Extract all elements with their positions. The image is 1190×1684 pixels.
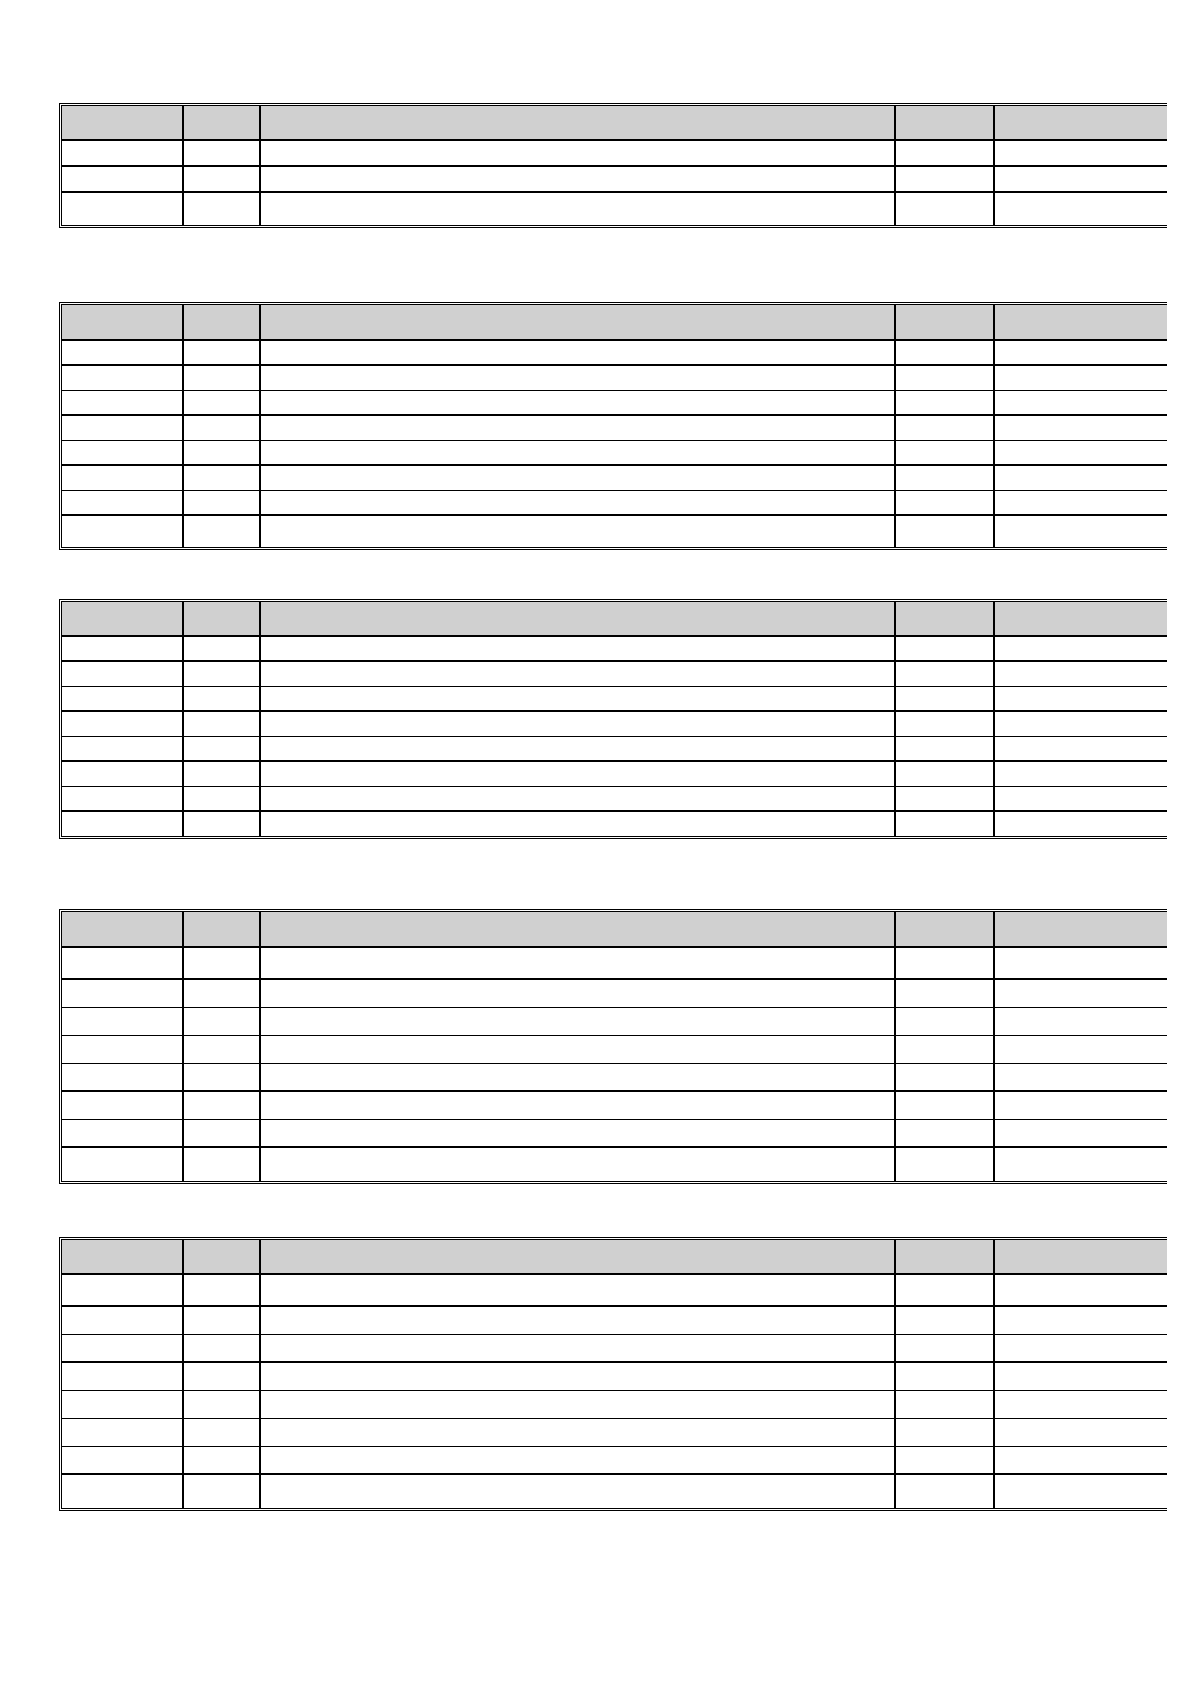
table-cell — [62, 661, 183, 686]
table-cell — [994, 140, 1167, 166]
table-cell — [62, 465, 183, 490]
table-cell — [260, 1418, 895, 1446]
table-cell — [183, 415, 260, 440]
table-row — [62, 761, 1167, 786]
table-cell — [994, 340, 1167, 365]
table-cell — [62, 1091, 183, 1119]
table-cell — [895, 1063, 994, 1091]
table-cell — [183, 947, 260, 979]
header-row — [62, 106, 1167, 140]
table-cell — [62, 1446, 183, 1474]
table-cell — [260, 947, 895, 979]
table-row — [62, 415, 1167, 440]
table-cell — [895, 661, 994, 686]
table-row — [62, 465, 1167, 490]
table-cell — [62, 1035, 183, 1063]
table-row — [62, 365, 1167, 390]
table-cell — [183, 515, 260, 547]
table-cell — [183, 1035, 260, 1063]
table-5 — [59, 1237, 1167, 1511]
table-cell — [62, 166, 183, 192]
table-cell — [62, 140, 183, 166]
header-cell — [994, 305, 1167, 340]
table-cell — [895, 736, 994, 761]
table-cell — [994, 415, 1167, 440]
table-2 — [59, 302, 1167, 550]
table-cell — [183, 1147, 260, 1181]
table-cell — [183, 686, 260, 711]
table-row — [62, 1446, 1167, 1474]
table-cell — [260, 736, 895, 761]
table-cell — [183, 192, 260, 225]
table-cell — [260, 1362, 895, 1390]
table-cell — [260, 192, 895, 225]
table-cell — [62, 1274, 183, 1306]
table-cell — [62, 340, 183, 365]
table-cell — [62, 1119, 183, 1147]
table-cell — [895, 1474, 994, 1508]
table-row — [62, 1334, 1167, 1362]
table-cell — [62, 515, 183, 547]
table-cell — [62, 1334, 183, 1362]
table-cell — [994, 711, 1167, 736]
table-cell — [62, 490, 183, 515]
table-cell — [62, 365, 183, 390]
table-cell — [260, 686, 895, 711]
table-cell — [183, 440, 260, 465]
table-cell — [260, 661, 895, 686]
table-cell — [994, 686, 1167, 711]
table-cell — [62, 811, 183, 836]
table-row — [62, 192, 1167, 225]
table-cell — [895, 1306, 994, 1334]
table-cell — [183, 1091, 260, 1119]
table-cell — [62, 1306, 183, 1334]
table-cell — [895, 1119, 994, 1147]
table-cell — [62, 1147, 183, 1181]
table-cell — [260, 1007, 895, 1035]
table-cell — [62, 761, 183, 786]
table-cell — [994, 1119, 1167, 1147]
header-cell — [895, 106, 994, 140]
table-cell — [183, 1007, 260, 1035]
table-cell — [994, 1418, 1167, 1446]
table-cell — [260, 811, 895, 836]
table-row — [62, 490, 1167, 515]
table-cell — [183, 1474, 260, 1508]
table-cell — [895, 1274, 994, 1306]
table-cell — [183, 1119, 260, 1147]
table-cell — [895, 711, 994, 736]
table-cell — [994, 1274, 1167, 1306]
table-row — [62, 166, 1167, 192]
table-cell — [260, 1119, 895, 1147]
header-cell — [994, 912, 1167, 947]
table-1 — [59, 103, 1167, 228]
table-cell — [895, 415, 994, 440]
table-row — [62, 340, 1167, 365]
table-cell — [994, 1007, 1167, 1035]
header-cell — [62, 912, 183, 947]
header-cell — [62, 1240, 183, 1274]
table-cell — [183, 1362, 260, 1390]
table-cell — [994, 1334, 1167, 1362]
table-row — [62, 947, 1167, 979]
table-cell — [260, 979, 895, 1007]
table-cell — [183, 365, 260, 390]
table-cell — [260, 166, 895, 192]
header-cell — [183, 305, 260, 340]
table-cell — [994, 947, 1167, 979]
table-cell — [260, 636, 895, 661]
table-row — [62, 390, 1167, 415]
table-cell — [62, 1418, 183, 1446]
table-cell — [994, 1035, 1167, 1063]
header-cell — [260, 912, 895, 947]
header-row — [62, 305, 1167, 340]
header-cell — [895, 305, 994, 340]
header-cell — [260, 602, 895, 636]
table-cell — [260, 1306, 895, 1334]
table-cell — [994, 761, 1167, 786]
table-cell — [183, 140, 260, 166]
header-row — [62, 912, 1167, 947]
table-cell — [62, 1390, 183, 1418]
table-cell — [183, 490, 260, 515]
table-cell — [183, 1274, 260, 1306]
table-cell — [183, 661, 260, 686]
table-row — [62, 1390, 1167, 1418]
table-3 — [59, 599, 1167, 839]
table-cell — [260, 465, 895, 490]
table-cell — [183, 786, 260, 811]
table-cell — [994, 1362, 1167, 1390]
table-cell — [260, 1035, 895, 1063]
table-row — [62, 1362, 1167, 1390]
table-row — [62, 515, 1167, 547]
table-cell — [895, 1418, 994, 1446]
header-row — [62, 602, 1167, 636]
table-cell — [895, 140, 994, 166]
table-cell — [62, 786, 183, 811]
table-cell — [895, 440, 994, 465]
table-cell — [994, 979, 1167, 1007]
table-cell — [895, 1334, 994, 1362]
header-cell — [260, 1240, 895, 1274]
table-cell — [260, 340, 895, 365]
header-cell — [183, 912, 260, 947]
table-cell — [62, 736, 183, 761]
table-cell — [260, 490, 895, 515]
header-cell — [895, 602, 994, 636]
table-cell — [895, 166, 994, 192]
table-cell — [895, 1446, 994, 1474]
table-cell — [62, 440, 183, 465]
table-cell — [994, 1390, 1167, 1418]
table-cell — [183, 340, 260, 365]
table-cell — [994, 192, 1167, 225]
table-row — [62, 1147, 1167, 1181]
table-cell — [994, 1147, 1167, 1181]
table-cell — [260, 1390, 895, 1418]
table-cell — [183, 711, 260, 736]
table-cell — [260, 1446, 895, 1474]
table-cell — [895, 365, 994, 390]
table-row — [62, 1418, 1167, 1446]
table-cell — [994, 1446, 1167, 1474]
table-cell — [62, 711, 183, 736]
table-cell — [183, 1418, 260, 1446]
table-cell — [260, 1147, 895, 1181]
table-cell — [895, 686, 994, 711]
table-cell — [260, 390, 895, 415]
table-cell — [183, 811, 260, 836]
header-cell — [260, 305, 895, 340]
table-cell — [895, 979, 994, 1007]
header-cell — [183, 106, 260, 140]
table-cell — [183, 736, 260, 761]
header-cell — [62, 305, 183, 340]
table-cell — [260, 786, 895, 811]
table-cell — [994, 811, 1167, 836]
table-cell — [895, 636, 994, 661]
table-cell — [260, 365, 895, 390]
header-cell — [994, 1240, 1167, 1274]
header-cell — [183, 602, 260, 636]
header-cell — [895, 912, 994, 947]
table-row — [62, 636, 1167, 661]
table-cell — [895, 515, 994, 547]
table-cell — [62, 1063, 183, 1091]
table-cell — [994, 1306, 1167, 1334]
table-cell — [260, 1474, 895, 1508]
table-cell — [260, 761, 895, 786]
table-cell — [895, 192, 994, 225]
table-cell — [62, 686, 183, 711]
table-row — [62, 661, 1167, 686]
table-cell — [994, 736, 1167, 761]
table-cell — [183, 1390, 260, 1418]
table-row — [62, 1306, 1167, 1334]
table-cell — [994, 515, 1167, 547]
table-cell — [183, 761, 260, 786]
table-cell — [183, 465, 260, 490]
table-row — [62, 440, 1167, 465]
table-row — [62, 1035, 1167, 1063]
table-cell — [62, 947, 183, 979]
header-cell — [62, 602, 183, 636]
table-4 — [59, 909, 1167, 1184]
table-cell — [183, 979, 260, 1007]
table-cell — [260, 440, 895, 465]
table-cell — [895, 1091, 994, 1119]
table-row — [62, 736, 1167, 761]
table-cell — [994, 390, 1167, 415]
table-cell — [994, 465, 1167, 490]
table-cell — [994, 661, 1167, 686]
header-cell — [895, 1240, 994, 1274]
table-cell — [62, 979, 183, 1007]
table-cell — [260, 1063, 895, 1091]
header-cell — [994, 602, 1167, 636]
table-cell — [994, 1091, 1167, 1119]
table-cell — [62, 1007, 183, 1035]
table-row — [62, 979, 1167, 1007]
table-cell — [260, 1091, 895, 1119]
header-cell — [62, 106, 183, 140]
table-row — [62, 1274, 1167, 1306]
table-cell — [994, 1063, 1167, 1091]
header-cell — [260, 106, 895, 140]
table-cell — [895, 786, 994, 811]
table-cell — [260, 711, 895, 736]
table-cell — [183, 390, 260, 415]
table-cell — [895, 1390, 994, 1418]
table-row — [62, 1063, 1167, 1091]
header-cell — [183, 1240, 260, 1274]
table-cell — [260, 1334, 895, 1362]
table-cell — [994, 490, 1167, 515]
table-cell — [994, 1474, 1167, 1508]
table-row — [62, 1007, 1167, 1035]
table-cell — [62, 390, 183, 415]
table-cell — [994, 440, 1167, 465]
table-cell — [994, 166, 1167, 192]
table-cell — [62, 636, 183, 661]
table-cell — [260, 515, 895, 547]
table-row — [62, 786, 1167, 811]
table-cell — [895, 465, 994, 490]
table-cell — [895, 1147, 994, 1181]
table-cell — [895, 1035, 994, 1063]
table-cell — [183, 1334, 260, 1362]
table-cell — [183, 1063, 260, 1091]
table-row — [62, 1091, 1167, 1119]
table-cell — [183, 636, 260, 661]
table-cell — [895, 811, 994, 836]
table-cell — [62, 1474, 183, 1508]
table-cell — [260, 415, 895, 440]
table-cell — [895, 1362, 994, 1390]
table-row — [62, 140, 1167, 166]
table-row — [62, 1474, 1167, 1508]
table-cell — [895, 1007, 994, 1035]
table-cell — [994, 636, 1167, 661]
table-row — [62, 711, 1167, 736]
table-cell — [994, 365, 1167, 390]
table-cell — [62, 1362, 183, 1390]
table-cell — [994, 786, 1167, 811]
table-row — [62, 1119, 1167, 1147]
table-cell — [260, 140, 895, 166]
header-row — [62, 1240, 1167, 1274]
table-row — [62, 686, 1167, 711]
table-row — [62, 811, 1167, 836]
table-cell — [895, 947, 994, 979]
header-cell — [994, 106, 1167, 140]
table-cell — [895, 340, 994, 365]
table-cell — [183, 1306, 260, 1334]
table-cell — [895, 761, 994, 786]
table-cell — [183, 1446, 260, 1474]
table-cell — [895, 490, 994, 515]
table-cell — [260, 1274, 895, 1306]
table-cell — [62, 192, 183, 225]
table-cell — [895, 390, 994, 415]
table-cell — [183, 166, 260, 192]
table-cell — [62, 415, 183, 440]
